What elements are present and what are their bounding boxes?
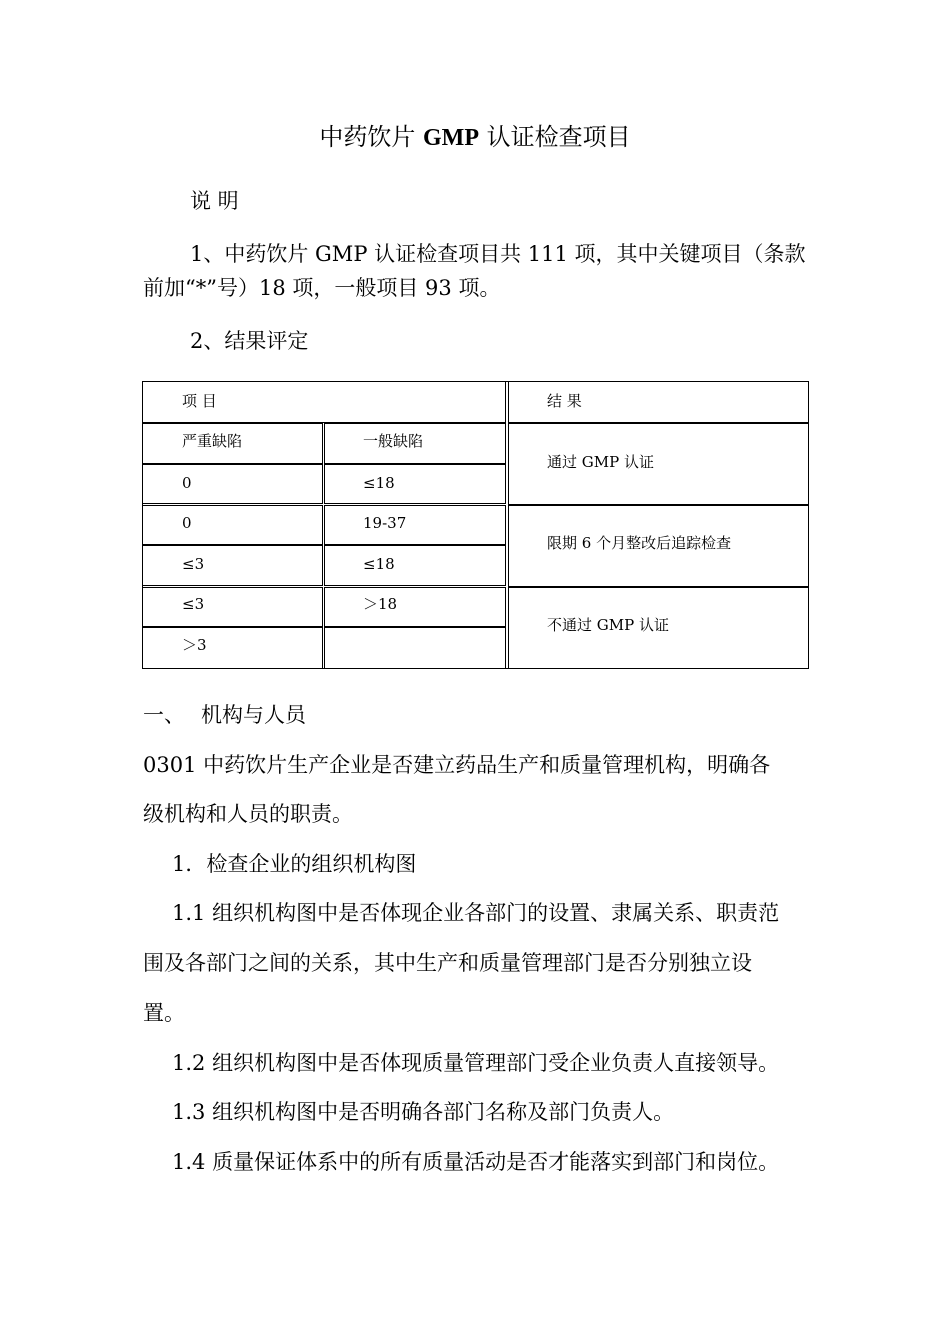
row3-severe: ≤3: [182, 555, 205, 573]
row1-general: ≤18: [363, 474, 395, 492]
para1-line2: 前加“*”号）18 项，一般项目 93 项。: [143, 276, 501, 300]
row4-general: ＞18: [363, 595, 398, 613]
c13: 1.3 组织机构图中是否明确各部门名称及部门负责人。: [172, 1100, 675, 1124]
c11-line2: 围及各部门之间的关系，其中生产和质量管理部门是否分别独立设: [143, 951, 752, 975]
row5-severe-cell: [142, 627, 323, 669]
col-severe-label: 严重缺陷: [182, 432, 243, 450]
item-0301-line2: 级机构和人员的职责。: [143, 802, 353, 826]
row4-general-cell: [324, 587, 506, 627]
row3-general: ≤18: [363, 555, 395, 573]
col-general-label: 一般缺陷: [363, 432, 424, 450]
row3-severe-cell: [142, 545, 323, 586]
result-table: [142, 381, 809, 669]
title-suffix: 认证检查项目: [478, 123, 631, 151]
c11-line1: 1.1 组织机构图中是否体现企业各部门的设置、隶属关系、职责范: [172, 901, 780, 925]
row1-severe-cell: [142, 464, 323, 504]
row3-general-cell: [324, 545, 506, 586]
row4-severe-cell: [142, 587, 323, 627]
row2-general: 19-37: [363, 514, 407, 532]
section1-number: 一、: [143, 703, 185, 727]
section1-title: 机构与人员: [201, 703, 306, 727]
c12: 1.2 组织机构图中是否体现质量管理部门受企业负责人直接领导。: [172, 1051, 780, 1075]
title-gmp: GMP: [423, 125, 479, 151]
row4-severe: ≤3: [182, 595, 205, 613]
check1-heading: 1．检查企业的组织机构图: [172, 852, 417, 876]
header-item: 项 目: [182, 392, 217, 410]
row5-general-cell: [324, 627, 506, 669]
explain-heading: 说 明: [190, 189, 239, 213]
para1-line1: 1、中药饮片 GMP 认证检查项目共 111 项，其中关键项目（条款: [190, 242, 806, 266]
result-pass: 通过 GMP 认证: [547, 453, 654, 471]
title-prefix: 中药饮片: [319, 123, 423, 151]
row1-severe: 0: [182, 474, 192, 492]
row2-severe-cell: [142, 505, 323, 545]
row1-general-cell: [324, 464, 506, 504]
header-result: 结 果: [547, 392, 582, 410]
para2: 2、结果评定: [190, 329, 309, 353]
c14: 1.4 质量保证体系中的所有质量活动是否才能落实到部门和岗位。: [172, 1150, 780, 1174]
page-title: [0, 117, 950, 152]
row2-general-cell: [324, 505, 506, 545]
item-0301-line1: 0301 中药饮片生产企业是否建立药品生产和质量管理机构，明确各: [143, 753, 771, 777]
c11-line3: 置。: [143, 1001, 185, 1025]
result-fail: 不通过 GMP 认证: [547, 616, 669, 634]
result-followup: 限期 6 个月整改后追踪检查: [547, 534, 732, 552]
row2-severe: 0: [182, 514, 192, 532]
row5-severe: ＞3: [182, 636, 207, 654]
